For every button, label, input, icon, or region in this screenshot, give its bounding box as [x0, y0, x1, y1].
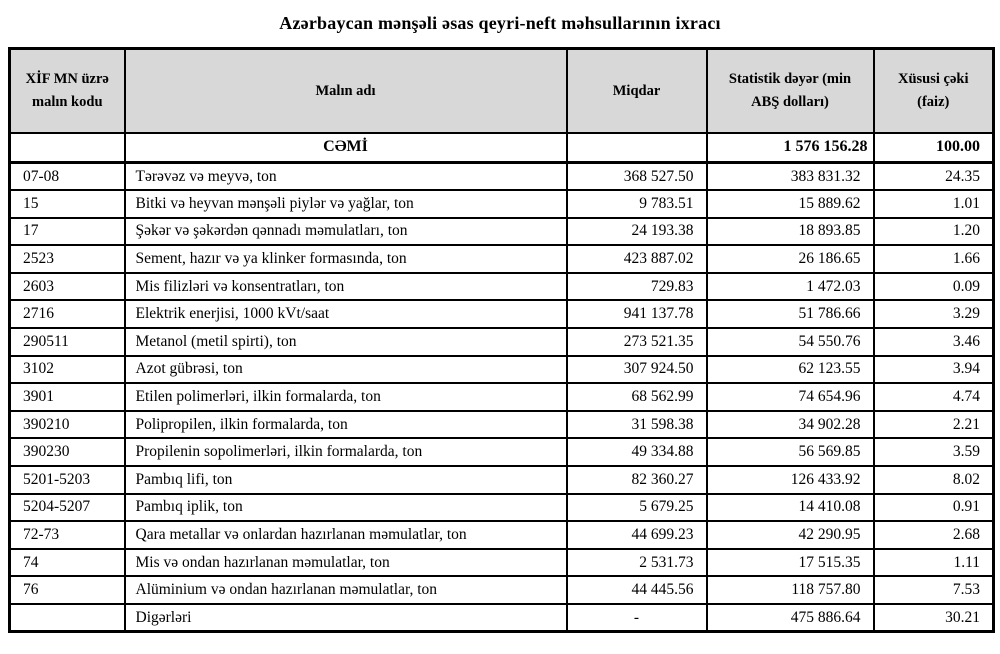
col-header-quantity: Miqdar — [567, 49, 707, 133]
code-cell: 5201-5203 — [10, 466, 125, 494]
name-cell: Azot gübrəsi, ton — [125, 356, 567, 384]
quantity-cell: 82 360.27 — [567, 466, 707, 494]
value-cell: 56 569.85 — [707, 438, 874, 466]
quantity-cell: 44 699.23 — [567, 521, 707, 549]
exports-table — [8, 47, 995, 633]
name-cell: Alüminium və ondan hazırlanan məmulatlar, ton — [125, 576, 567, 604]
code-cell: 3901 — [10, 383, 125, 411]
table-row — [10, 218, 994, 246]
table-row — [10, 576, 994, 604]
value-cell: 383 831.32 — [707, 163, 874, 191]
total-name-cell: CƏMİ — [125, 133, 567, 163]
share-cell: 3.46 — [874, 328, 994, 356]
value-cell: 74 654.96 — [707, 383, 874, 411]
table-row — [10, 549, 994, 577]
share-cell: 8.02 — [874, 466, 994, 494]
value-cell: 51 786.66 — [707, 300, 874, 328]
quantity-cell: 941 137.78 — [567, 300, 707, 328]
table-row — [10, 521, 994, 549]
code-cell — [10, 604, 125, 632]
share-cell: 0.91 — [874, 494, 994, 522]
code-cell: 17 — [10, 218, 125, 246]
table-row — [10, 466, 994, 494]
col-header-name: Malın adı — [125, 49, 567, 133]
value-cell: 475 886.64 — [707, 604, 874, 632]
share-cell: 2.68 — [874, 521, 994, 549]
table-row — [10, 245, 994, 273]
share-cell: 1.66 — [874, 245, 994, 273]
value-cell: 42 290.95 — [707, 521, 874, 549]
quantity-cell: 273 521.35 — [567, 328, 707, 356]
share-cell: 1.20 — [874, 218, 994, 246]
share-cell: 3.94 — [874, 356, 994, 384]
name-cell: Propilenin sopolimerləri, ilkin formalarda, ton — [125, 438, 567, 466]
code-cell: 2603 — [10, 273, 125, 301]
table-row — [10, 300, 994, 328]
share-cell: 30.21 — [874, 604, 994, 632]
share-cell: 1.01 — [874, 190, 994, 218]
value-cell: 126 433.92 — [707, 466, 874, 494]
value-cell: 118 757.80 — [707, 576, 874, 604]
name-cell: Pambıq lifi, ton — [125, 466, 567, 494]
value-cell: 17 515.35 — [707, 549, 874, 577]
name-cell: Digərləri — [125, 604, 567, 632]
total-row — [10, 133, 994, 163]
table-row — [10, 604, 994, 632]
name-cell: Tərəvəz və meyvə, ton — [125, 163, 567, 191]
total-quantity-cell — [567, 133, 707, 163]
value-cell: 14 410.08 — [707, 494, 874, 522]
value-cell: 34 902.28 — [707, 411, 874, 439]
code-cell: 74 — [10, 549, 125, 577]
share-cell: 1.11 — [874, 549, 994, 577]
code-cell: 07-08 — [10, 163, 125, 191]
quantity-cell: 2 531.73 — [567, 549, 707, 577]
total-share-cell: 100.00 — [874, 133, 994, 163]
total-code-cell — [10, 133, 125, 163]
code-cell: 290511 — [10, 328, 125, 356]
quantity-cell: 44 445.56 — [567, 576, 707, 604]
value-cell: 18 893.85 — [707, 218, 874, 246]
quantity-cell: 49 334.88 — [567, 438, 707, 466]
code-cell: 2716 — [10, 300, 125, 328]
quantity-cell: 5 679.25 — [567, 494, 707, 522]
table-row — [10, 494, 994, 522]
value-cell: 1 472.03 — [707, 273, 874, 301]
code-cell: 2523 — [10, 245, 125, 273]
quantity-cell: 24 193.38 — [567, 218, 707, 246]
name-cell: Etilen polimerləri, ilkin formalarda, ton — [125, 383, 567, 411]
code-cell: 76 — [10, 576, 125, 604]
value-cell: 54 550.76 — [707, 328, 874, 356]
share-cell: 2.21 — [874, 411, 994, 439]
header-row — [10, 49, 994, 133]
name-cell: Sement, hazır və ya klinker formasında, ton — [125, 245, 567, 273]
col-header-code: XİF MN üzrə malın kodu — [10, 49, 125, 133]
table-row — [10, 383, 994, 411]
code-cell: 15 — [10, 190, 125, 218]
col-header-share: Xüsusi çəki (faiz) — [874, 49, 994, 133]
share-cell: 3.59 — [874, 438, 994, 466]
code-cell: 5204-5207 — [10, 494, 125, 522]
code-cell: 390230 — [10, 438, 125, 466]
table-row — [10, 328, 994, 356]
name-cell: Metanol (metil spirti), ton — [125, 328, 567, 356]
name-cell: Pambıq iplik, ton — [125, 494, 567, 522]
name-cell: Elektrik enerjisi, 1000 kVt/saat — [125, 300, 567, 328]
name-cell: Mis və ondan hazırlanan məmulatlar, ton — [125, 549, 567, 577]
name-cell: Polipropilen, ilkin formalarda, ton — [125, 411, 567, 439]
table-row — [10, 411, 994, 439]
share-cell: 4.74 — [874, 383, 994, 411]
code-cell: 390210 — [10, 411, 125, 439]
quantity-cell: 68 562.99 — [567, 383, 707, 411]
code-cell: 3102 — [10, 356, 125, 384]
quantity-cell: 307 924.50 — [567, 356, 707, 384]
share-cell: 7.53 — [874, 576, 994, 604]
table-row — [10, 273, 994, 301]
table-row — [10, 163, 994, 191]
quantity-cell: 9 783.51 — [567, 190, 707, 218]
total-value-cell: 1 576 156.28 — [707, 133, 874, 163]
table-row — [10, 438, 994, 466]
quantity-cell: 31 598.38 — [567, 411, 707, 439]
name-cell: Şəkər və şəkərdən qənnadı məmulatları, ton — [125, 218, 567, 246]
quantity-cell: - — [567, 604, 707, 632]
quantity-cell: 423 887.02 — [567, 245, 707, 273]
share-cell: 3.29 — [874, 300, 994, 328]
page-title: Azərbaycan mənşəli əsas qeyri-neft məhsullarının ixracı — [279, 13, 721, 33]
code-cell: 72-73 — [10, 521, 125, 549]
name-cell: Qara metallar və onlardan hazırlanan məmulatlar, ton — [125, 521, 567, 549]
table-row — [10, 190, 994, 218]
name-cell: Mis filizləri və konsentratları, ton — [125, 273, 567, 301]
share-cell: 24.35 — [874, 163, 994, 191]
share-cell: 0.09 — [874, 273, 994, 301]
col-header-value: Statistik dəyər (min ABŞ dolları) — [707, 49, 874, 133]
value-cell: 62 123.55 — [707, 356, 874, 384]
value-cell: 26 186.65 — [707, 245, 874, 273]
name-cell: Bitki və heyvan mənşəli piylər və yağlar, ton — [125, 190, 567, 218]
quantity-cell: 729.83 — [567, 273, 707, 301]
value-cell: 15 889.62 — [707, 190, 874, 218]
table-row — [10, 356, 994, 384]
quantity-cell: 368 527.50 — [567, 163, 707, 191]
